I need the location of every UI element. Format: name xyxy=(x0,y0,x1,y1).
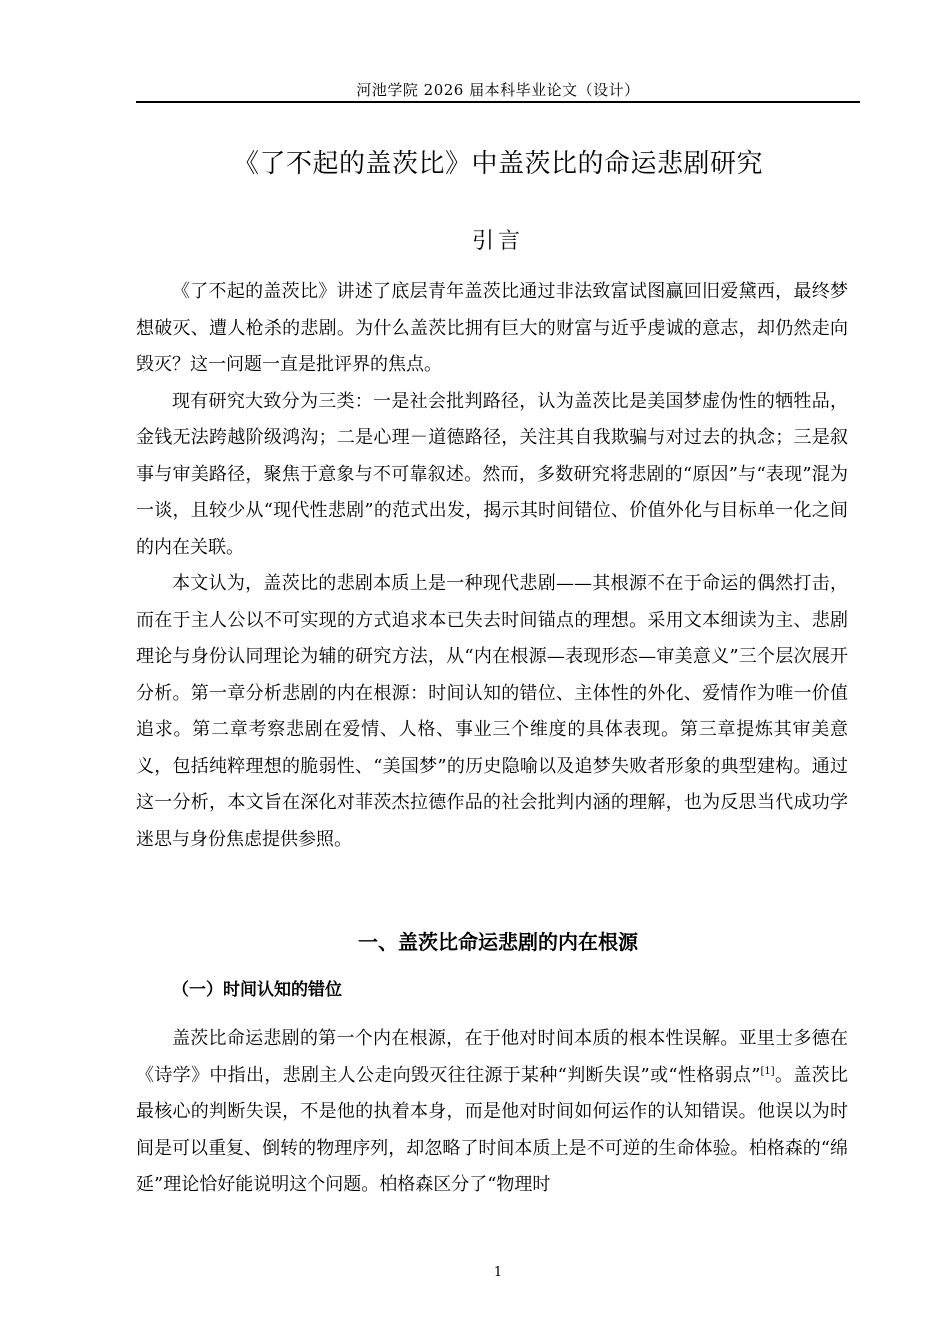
intro-paragraph-3: 本文认为，盖茨比的悲剧本质上是一种现代悲剧——其根源不在于命运的偶然打击，而在于主人公以不可实现的方式追求本已失去时间锚点的理想。采用文本细读为主、悲剧理论与身份认同理论为辅的研究方法，从“内在根源—表现形态—审美意义”三个层次展开分析。第一章分析悲剧的内在根源：时间认知的错位、主体性的外化、爱情作为唯一价值追求。第二章考察悲剧在爱情、人格、事业三个维度的具体表现。第三章提炼其审美意义，包括纯粹理想的脆弱性、“美国梦”的历史隐喻以及追梦失败者形象的典型建构。通过这一分析，本文旨在深化对菲茨杰拉德作品的社会批判内涵的理解，也为反思当代成功学迷思与身份焦虑提供参照。 xyxy=(136,573,848,850)
header-rule xyxy=(136,101,860,103)
paragraph-text-before-citation: 盖茨比命运悲剧的第一个内在根源，在于他对时间本质的根本性误解。亚里士多德在《诗学》中指出，悲剧主人公走向毁灭往往源于某种“判断失误”或“性格弱点” xyxy=(136,1028,848,1086)
citation-marker: [1] xyxy=(760,1065,775,1077)
section-body xyxy=(136,1021,848,1204)
thesis-title: 《了不起的盖茨比》中盖茨比的命运悲剧研究 xyxy=(232,149,763,179)
chapter-heading: 一、盖茨比命运悲剧的内在根源 xyxy=(358,930,638,954)
section-paragraph-1 xyxy=(136,1021,848,1204)
page-number: 1 xyxy=(493,1265,503,1280)
intro-paragraph-1: 《了不起的盖茨比》讲述了底层青年盖茨比通过非法致富试图赢回旧爱黛西，最终梦想破灭、遭人枪杀的悲剧。为什么盖茨比拥有巨大的财富与近乎虔诚的意志，却仍然走向毁灭？这一问题一直是批评界的焦点。 xyxy=(136,281,848,375)
intro-body xyxy=(136,274,848,858)
intro-heading: 引言 xyxy=(471,229,524,254)
intro-paragraph-2: 现有研究大致分为三类：一是社会批判路径，认为盖茨比是美国梦虚伪性的牺牲品，金钱无法跨越阶级鸿沟；二是心理－道德路径，关注其自我欺骗与对过去的执念；三是叙事与审美路径，聚焦于意象与不可靠叙述。然而，多数研究将悲剧的“原因”与“表现”混为一谈，且较少从“现代性悲剧”的范式出发，揭示其时间错位、价值外化与目标单一化之间的内在关联。 xyxy=(136,390,848,558)
paragraph-text-after-citation: 。盖茨比最核心的判断失误，不是他的执着本身，而是他对时间如何运作的认知错误。他误以为时间是可以重复、倒转的物理序列，却忽略了时间本质上是不可逆的生命体验。柏格森的“绵延”理论恰好能说明这个问题。柏格森区分了“物理时 xyxy=(136,1064,849,1195)
running-header: 河池学院 2026 届本科毕业论文（设计） xyxy=(356,81,640,99)
section-heading: （一）时间认知的错位 xyxy=(172,980,342,1000)
